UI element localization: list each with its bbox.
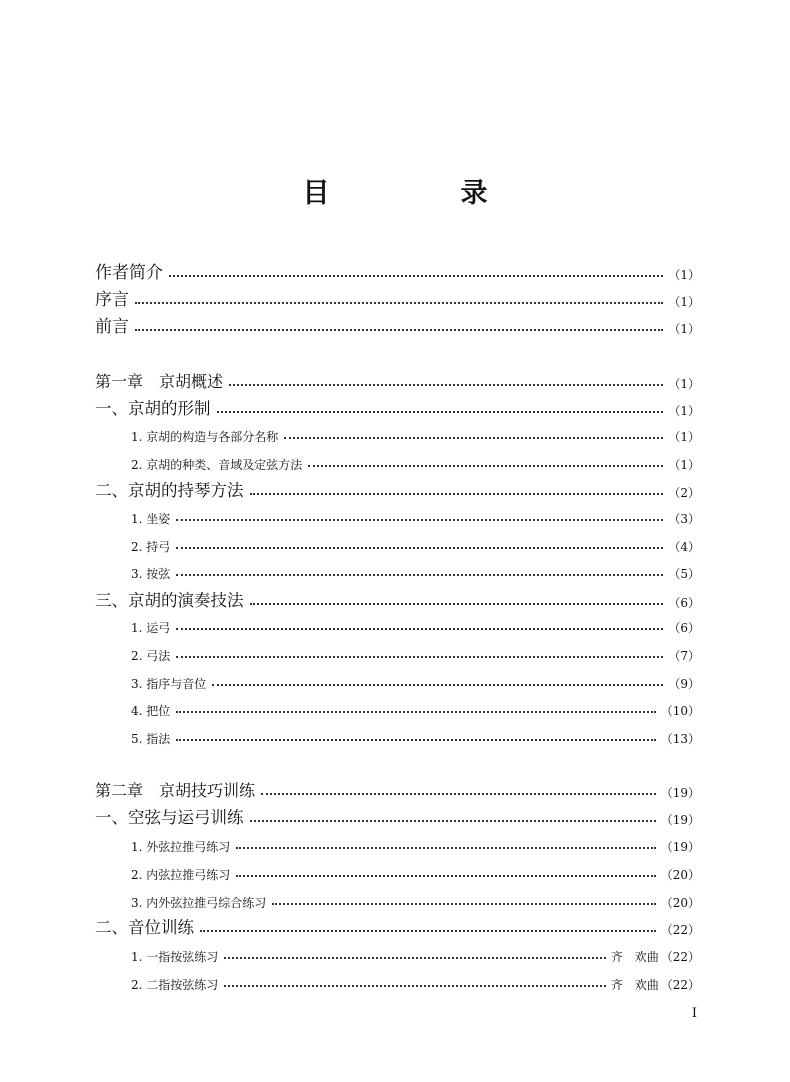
toc-entry-page: （20） — [660, 896, 700, 910]
toc-entry-title: 一、京胡的形制 — [95, 399, 211, 418]
dot-leader — [135, 302, 663, 304]
toc-entry-page: （22） — [660, 978, 700, 992]
toc-entry-title: 作者简介 — [95, 263, 163, 283]
toc-entry-title: 4. 把位 — [131, 704, 171, 718]
dot-leader — [212, 684, 663, 686]
toc-entry-chapter — [0, 775, 790, 801]
toc-entry-note: 齐 欢曲 — [610, 950, 659, 964]
toc-entry-title: 一、空弦与运弓训练 — [95, 808, 244, 827]
toc-entry-item — [0, 885, 790, 911]
dot-leader — [176, 519, 663, 521]
toc-entry-page: （4） — [668, 540, 700, 554]
dot-leader — [224, 985, 605, 987]
dot-leader — [217, 411, 664, 413]
toc-entry-title: 2. 弓法 — [131, 649, 171, 663]
dot-leader — [250, 603, 664, 605]
toc-entry-page: （19） — [660, 813, 700, 827]
toc-entry-item — [0, 447, 790, 473]
page-number: I — [691, 1006, 697, 1021]
dot-leader — [224, 957, 605, 959]
dot-leader — [135, 329, 663, 331]
dot-leader — [229, 384, 663, 386]
toc-entry-title: 2. 持弓 — [131, 540, 171, 554]
toc-entry-item — [0, 967, 790, 993]
toc-entry-page: （1） — [668, 430, 700, 444]
toc-entry-page: （1） — [668, 268, 700, 282]
toc-entry-page: （6） — [668, 596, 700, 610]
toc-entry-title: 3. 按弦 — [131, 567, 171, 581]
dot-leader — [236, 847, 655, 849]
toc-entry-item — [0, 610, 790, 636]
toc-entry-page: （1） — [668, 404, 700, 418]
toc-entry-item — [0, 721, 790, 747]
dot-leader — [176, 711, 655, 713]
dot-leader — [236, 875, 655, 877]
toc-entry-item — [0, 666, 790, 692]
dot-leader — [308, 465, 663, 467]
dot-leader — [176, 656, 663, 658]
toc-entry-page: （1） — [668, 377, 700, 391]
toc-entry-front — [0, 284, 790, 310]
toc-entry-title: 2. 内弦拉推弓练习 — [131, 868, 231, 882]
toc-entry-title: 1. 运弓 — [131, 621, 171, 635]
dot-leader — [169, 275, 663, 277]
toc-entry-title: 第二章 京胡技巧训练 — [95, 781, 256, 800]
toc-entry-item — [0, 693, 790, 719]
toc-entry-page: （9） — [668, 677, 700, 691]
toc-entry-item — [0, 857, 790, 883]
toc-entry-page: （6） — [668, 621, 700, 635]
toc-entry-page: （19） — [660, 786, 700, 800]
toc-entry-page: （13） — [660, 732, 700, 746]
toc-entry-section — [0, 475, 790, 501]
toc-entry-title: 5. 指法 — [131, 732, 171, 746]
toc-entry-section — [0, 585, 790, 611]
toc-entry-note: 齐 欢曲 — [610, 978, 659, 992]
toc-entry-title: 2. 二指按弦练习 — [131, 978, 219, 992]
toc-entry-title: 2. 京胡的种类、音域及定弦方法 — [131, 458, 303, 472]
toc-entry-page: （20） — [660, 868, 700, 882]
toc-entry-item — [0, 419, 790, 445]
toc-entry-chapter — [0, 366, 790, 392]
toc-entry-title: 3. 指序与音位 — [131, 677, 207, 691]
toc-entry-item — [0, 638, 790, 664]
toc-entry-title: 二、音位训练 — [95, 918, 194, 937]
toc-entry-page: （5） — [668, 567, 700, 581]
dot-leader — [176, 574, 663, 576]
toc-entry-page: （22） — [660, 950, 700, 964]
toc-entry-page: （7） — [668, 649, 700, 663]
toc-entry-page: （1） — [668, 458, 700, 472]
toc-entry-page: （22） — [660, 923, 700, 937]
dot-leader — [250, 493, 664, 495]
toc-entry-item — [0, 529, 790, 555]
toc-entry-title: 1. 京胡的构造与各部分名称 — [131, 430, 279, 444]
dot-leader — [250, 820, 656, 822]
toc-entry-item — [0, 829, 790, 855]
toc-title: 目 录 — [302, 178, 540, 209]
dot-leader — [284, 437, 663, 439]
toc-entry-page: （1） — [668, 322, 700, 336]
dot-leader — [272, 903, 655, 905]
toc-entry-page: （3） — [668, 512, 700, 526]
toc-entry-section — [0, 393, 790, 419]
dot-leader — [176, 547, 663, 549]
toc-entry-front — [0, 311, 790, 337]
dot-leader — [200, 930, 656, 932]
toc-entry-item — [0, 939, 790, 965]
toc-entry-title: 前言 — [95, 317, 129, 337]
toc-entry-section — [0, 802, 790, 828]
toc-entry-page: （1） — [668, 295, 700, 309]
dot-leader — [176, 628, 663, 630]
toc-entry-title: 1. 外弦拉推弓练习 — [131, 840, 231, 854]
toc-entry-page: （2） — [668, 486, 700, 500]
toc-entry-title: 3. 内外弦拉推弓综合练习 — [131, 896, 267, 910]
toc-entry-title: 二、京胡的持琴方法 — [95, 481, 244, 500]
toc-entry-item — [0, 556, 790, 582]
toc-entry-section — [0, 912, 790, 938]
toc-entry-title: 三、京胡的演奏技法 — [95, 591, 244, 610]
dot-leader — [176, 739, 655, 741]
toc-entry-page: （19） — [660, 840, 700, 854]
toc-entry-item — [0, 501, 790, 527]
toc-entry-title: 第一章 京胡概述 — [95, 372, 224, 391]
toc-entry-front — [0, 257, 790, 283]
toc-entry-page: （10） — [660, 704, 700, 718]
toc-entry-title: 1. 坐姿 — [131, 512, 171, 526]
toc-entry-title: 序言 — [95, 290, 129, 310]
toc-entry-title: 1. 一指按弦练习 — [131, 950, 219, 964]
dot-leader — [261, 793, 656, 795]
